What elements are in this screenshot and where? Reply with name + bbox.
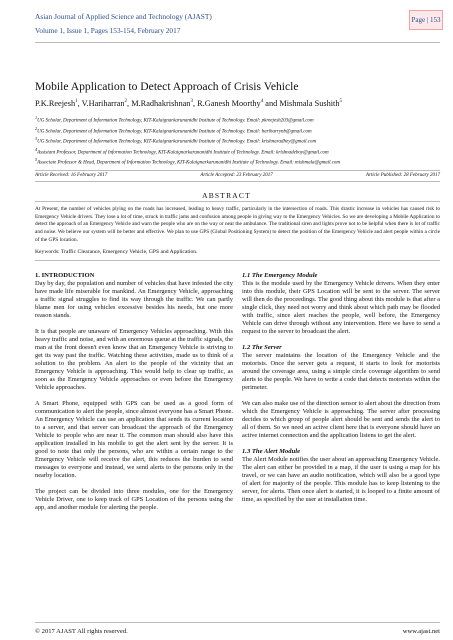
subsection-heading: 1.2 The Server [242,344,282,351]
paragraph: Day by day, the population and number of vehicles that have infested the city have made life miserable for mankind. An Emergency Vehicle, approaching a traffic signal struggles to find its way through the traffic. We can partly blame men for using vehicles excessive besides his needs, but one more reason stands. [35,280,233,319]
journal-name: Asian Journal of Applied Science and Technology (AJAST) [35,12,212,21]
paragraph: We can also make use of the direction sensor to alert about the direction from which the Emergency Vehicle is approaching. The server after processing decides to which group of people alert should be sent and sends the alert to all of them. So we need an active client here that is everyone should have an active internet connection and the application listens to get the alert. [242,400,440,439]
paragraph: This is the module used by the Emergency Vehicle drivers. When they enter into this module, their GPS Location will be sent to the server. The server will then do the proceedings. The good thing about this module is that after a single click, they need not worry and think about which path may be flooded with traffic, since alert reaches the people, well before, the Emergency Vehicle can drive through without any intervention. Here we have to send a request to the server to broadcast the alert. [242,280,440,335]
paragraph: The project can be divided into three modules, one for the Emergency Vehicle Driver, one to keep track of GPS Location of the persons using the app, and another module for alerting the people. [35,488,233,511]
affiliation: $^3$UG Scholar, Department of Information Technology, KIT-Kalaignarkarunanidhi Institute of Technology. Email: krishnaradhey@gmail.com [35,136,317,145]
abstract-top-rule [35,201,440,202]
paragraph: The server maintains the location of the Emergency Vehicle and the motorists. Once the server gets a request, it starts to look for motorists around the coverage area, using a simple circle coverage algorithm to send alerts to the people. We have to write a code that detects motorists within the perimeter. [242,352,440,391]
received-date: Article Received: 16 February 2017 [35,173,108,178]
paragraph: The Alert Module notifies the user about an approaching Emergency Vehicle. The alert can either be provided in a map, if the user is using a map for his travel, or we can have an audio notification, which will also be a good type of alert for majority of the people. This module has to keep listening to the server, for alerts. Then once alert is started, it is looped to a finite amount of time, as specified by the user at installation time. [242,456,440,503]
author: V.Hariharran [81,99,125,108]
page-number-box: Page | 153 [409,10,443,30]
author: M.Radhakrishnan [131,99,191,108]
section-heading-introduction: 1. INTRODUCTION [35,272,95,279]
author: Mishmala Sushith [279,99,340,108]
header-rule [35,42,440,43]
copyright: © 2017 AJAST All rights reserved. [35,628,128,635]
keywords: Keywords: Traffic Clearance, Emergency Vehicle, GPS and Application. [35,249,198,255]
paragraph: It is that people are unaware of Emergency Vehicles approaching. With this heavy traffic and noise, and with an enormous queue at the traffic signals, the man at the front doesn't even know that an Emergency Vehicle is striving to get its way past the traffic. Watching these activities, made us to think of a solution to the problem. An alert to the people of the vicinity that an Emergency Vehicle is approaching. This would help to clear up traffic, as soon as the Emergency Vehicle approaches or even before the Emergency Vehicle approaches. [35,328,233,391]
dates-top-rule [35,170,440,171]
affiliation: $^2$UG Scholar, Department of Information Technology, KIT-Kalaignarkarunanidhi Institute of Technology. Email: hariharrynb@gmail.com [35,125,312,135]
accepted-date: Article Accepted: 23 February 2017 [200,173,273,178]
right-column [242,272,440,504]
abstract-bottom-rule [35,260,440,261]
abstract-text: At Present, the number of vehicles plying on the roads has increased, leading to heavy traffic, particularly in the intersection of roads. This drastic increase in vehicles has caused risk to Emergency Vehicle drivers. They lose a lot of time, struck in traffic jams and confusion among people in giving way to the Emergency Vehicles. So we are developing a Mobile Application to detect the approach of an Emergency Vehicle and warn the people who are on the way or near the ambulance. The traditional siren and lights prove not to be helpful when there is lot of traffic and noise. We believe our system will be better and effective. We plan to use GPS (Global Positioning System) to detect the position of the Emergency Vehicle and alert people within a circle of the GPS location. [35,206,440,243]
volume-info: Volume 1, Issue 1, Pages 153-154, February 2017 [35,26,181,35]
affiliation: $^1$UG Scholar, Department of Information Technology, KIT-Kalaignarkarunanidhi Institute of Technology. Email: pkreejesh203@gmail.com [35,115,314,124]
affiliations [35,115,340,168]
site-link[interactable]: www.ajast.net [402,628,440,635]
article-dates [35,173,440,178]
dates-bottom-rule [35,181,440,182]
affiliation: $^4$Assistant Professor, Department of Information Technology, KIT-Kalaignarkarunanidhi Institute of Technology. Email: krishnadeboy@gmail.com [35,146,329,156]
published-date: Article Published: 28 February 2017 [365,173,440,178]
author: R.Ganesh Moorthy [197,99,261,108]
left-column [35,272,233,512]
paragraph: A Smart Phone, equipped with GPS can be used as a good form of communication to alert the people, since almost everyone has a Smart Phone. An Emergency Vehicle can use an application that sends its current location to a server, and that server can broadcast the approach of the Emergency Vehicle to people who are near it. The common man should also have this application installed in his mobile to get the alert sent by the server. It is good to note that only the persons, who are within a certain range to the Emergency Vehicle will receive the alert, this reduces the burden to send messages to everyone and instead, we send alerts to the persons only in the nearby location. [35,400,233,479]
author-list: P.K.Reejesh$^1$, V.Hariharran$^2$, M.Radhakrishnan$^3$, R.Ganesh Moorthy$^4$ and Mishmala Sushith$^5$ [35,99,343,108]
author: P.K.Reejesh [35,99,76,108]
abstract-heading: ABSTRACT [202,191,251,200]
paper-title: Mobile Application to Detect Approach of Crisis Vehicle [35,80,299,93]
footer-rule [35,622,440,623]
affiliation: $^5$Associate Professor & Head, Department of Information Technology, KIT-Kalaignarkarunanidhi Institute of Technology. Email: mishmala@gmail.com [35,157,341,166]
subsection-heading: 1.3 The Alert Module [242,448,301,455]
subsection-heading: 1.1 The Emergency Module [242,272,318,279]
